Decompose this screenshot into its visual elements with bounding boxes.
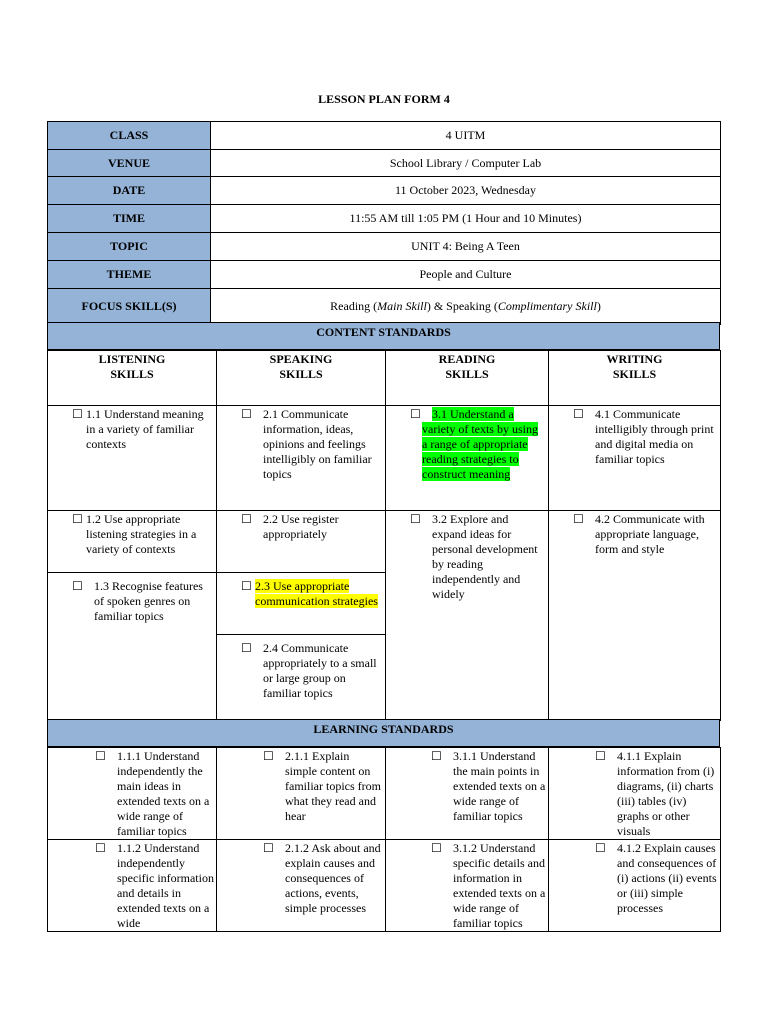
standard-item <box>410 512 540 602</box>
reading-header-line2: SKILLS <box>445 367 489 381</box>
speaking-standard-2-4: 2.4 Communicate appropriately to a small or large group on familiar topics <box>263 641 377 700</box>
standard-item <box>595 841 720 916</box>
info-row-class <box>48 122 721 150</box>
standard-item <box>95 749 214 839</box>
listening-learning-1-1-1: 1.1.1 Understand independently the main ideas in extended texts on a wide range of familiar topics <box>117 749 210 838</box>
checkbox-icon[interactable]: ☐ <box>263 749 274 763</box>
reading-cell-1 <box>386 406 549 511</box>
checkbox-icon[interactable]: ☐ <box>241 579 252 593</box>
checkbox-icon[interactable]: ☐ <box>241 641 252 655</box>
checkbox-icon[interactable]: ☐ <box>95 749 106 763</box>
listening-learning-1-1-2: 1.1.2 Understand independently specific information and details in extended texts on a wide <box>117 841 214 930</box>
time-label: TIME <box>48 205 211 233</box>
speaking-learning-2-1-2: 2.1.2 Ask about and explain causes and consequences of actions, events, simple processes <box>285 841 381 915</box>
theme-label: THEME <box>48 261 211 289</box>
focus-skill-label: FOCUS SKILL(S) <box>48 289 211 325</box>
writing-learning-4-1-1: 4.1.1 Explain information from (i) diagrams, (ii) charts (iii) tables (iv) graphs or other visuals <box>617 749 715 838</box>
speaking-learning-2-1-1: 2.1.1 Explain simple content on familiar topics from what they read and hear <box>285 749 381 823</box>
focus-skill-text-e: ) <box>596 299 601 313</box>
standard-item <box>241 512 381 542</box>
listening-header-line1: LISTENING <box>98 352 166 366</box>
theme-value: People and Culture <box>211 261 721 289</box>
checkbox-icon[interactable]: ☐ <box>410 512 421 526</box>
reading-learning-cell-1 <box>386 748 549 840</box>
learning-row-2 <box>48 840 721 932</box>
writing-learning-cell-2 <box>549 840 721 932</box>
listening-standard-1-3: 1.3 Recognise features of spoken genres on familiar topics <box>94 579 203 623</box>
writing-learning-cell-1 <box>549 748 721 840</box>
reading-learning-3-1-1: 3.1.1 Understand the main points in extended texts on a wide range of familiar topics <box>453 749 546 823</box>
checkbox-icon[interactable]: ☐ <box>595 749 606 763</box>
listening-header-line2: SKILLS <box>110 367 154 381</box>
speaking-header-line2: SKILLS <box>279 367 323 381</box>
standard-item <box>241 407 381 482</box>
standard-item <box>573 407 718 467</box>
standard-item <box>263 749 383 824</box>
speaking-header-line1: SPEAKING <box>269 352 333 366</box>
standard-item <box>573 512 718 557</box>
skills-header-row <box>48 351 721 406</box>
checkbox-icon[interactable]: ☐ <box>241 512 252 526</box>
speaking-learning-cell-1 <box>217 748 386 840</box>
speaking-standard-2-3: 2.3 Use appropriate communication strategies <box>255 579 378 608</box>
speaking-learning-cell-2 <box>217 840 386 932</box>
focus-skill-complimentary: Complimentary Skill <box>497 299 597 313</box>
writing-header-line1: WRITING <box>606 352 663 366</box>
reading-learning-3-1-2: 3.1.2 Understand specific details and information in extended texts on a wide range of familiar topics <box>453 841 546 930</box>
writing-standard-4-2: 4.2 Communicate with appropriate language, form and style <box>595 512 705 556</box>
standard-item <box>72 407 212 452</box>
checkbox-icon[interactable]: ☐ <box>573 407 584 421</box>
focus-skill-main: Main Skill <box>377 299 427 313</box>
date-value: 11 October 2023, Wednesday <box>211 177 721 205</box>
checkbox-icon[interactable]: ☐ <box>241 407 252 421</box>
info-row-theme <box>48 261 721 289</box>
speaking-cell-2 <box>217 511 386 573</box>
info-row-topic <box>48 233 721 261</box>
learning-standards-header: LEARNING STANDARDS <box>47 719 720 747</box>
learning-standards-table <box>47 747 721 932</box>
checkbox-icon[interactable]: ☐ <box>431 749 442 763</box>
speaking-cell-1 <box>217 406 386 511</box>
standard-item <box>263 841 383 916</box>
lesson-info-table <box>47 121 721 325</box>
writing-cell-2 <box>549 511 721 721</box>
venue-label: VENUE <box>48 150 211 177</box>
time-value: 11:55 AM till 1:05 PM (1 Hour and 10 Minutes) <box>211 205 721 233</box>
class-label: CLASS <box>48 122 211 150</box>
speaking-standard-2-2: 2.2 Use register appropriately <box>263 512 339 541</box>
checkbox-icon[interactable]: ☐ <box>410 407 421 421</box>
content-row-2 <box>48 511 721 573</box>
checkbox-icon[interactable]: ☐ <box>573 512 584 526</box>
focus-skill-value <box>211 289 721 325</box>
listening-cell-1 <box>48 406 217 511</box>
focus-skill-text-c: ) & Speaking ( <box>426 299 498 313</box>
checkbox-icon[interactable]: ☐ <box>595 841 606 855</box>
listening-cell-2 <box>48 511 217 573</box>
reading-skills-header <box>386 351 549 406</box>
standard-item <box>410 407 540 482</box>
speaking-standard-2-1: 2.1 Communicate information, ideas, opinions and feelings intelligibly on familiar topics <box>263 407 372 481</box>
speaking-skills-header <box>217 351 386 406</box>
learning-row-1 <box>48 748 721 840</box>
standard-item <box>595 749 720 839</box>
reading-learning-cell-2 <box>386 840 549 932</box>
reading-header-line1: READING <box>438 352 496 366</box>
reading-cell-2 <box>386 511 549 721</box>
info-row-time <box>48 205 721 233</box>
date-label: DATE <box>48 177 211 205</box>
checkbox-icon[interactable]: ☐ <box>72 579 83 593</box>
standard-item <box>431 749 546 824</box>
standard-item <box>95 841 214 931</box>
listening-standard-1-1: 1.1 Understand meaning in a variety of familiar contexts <box>86 407 204 451</box>
document-title: LESSON PLAN FORM 4 <box>318 92 450 106</box>
info-row-date <box>48 177 721 205</box>
checkbox-icon[interactable]: ☐ <box>95 841 106 855</box>
content-standards-header: CONTENT STANDARDS <box>47 322 720 350</box>
reading-standard-3-2: 3.2 Explore and expand ideas for personal development by reading independently and widely <box>432 512 538 601</box>
checkbox-icon[interactable]: ☐ <box>431 841 442 855</box>
standard-item <box>72 512 212 557</box>
checkbox-icon[interactable]: ☐ <box>72 407 83 421</box>
writing-standard-4-1: 4.1 Communicate intelligibly through print and digital media on familiar topics <box>595 407 714 466</box>
writing-skills-header <box>549 351 721 406</box>
writing-cell-1 <box>549 406 721 511</box>
writing-header-line2: SKILLS <box>612 367 657 381</box>
reading-standard-3-1: 3.1 Understand a variety of texts by using a range of appropriate reading strategies to construct meaning <box>422 407 538 481</box>
content-standards-table <box>47 350 721 721</box>
writing-learning-4-1-2: 4.1.2 Explain causes and consequences of (i) actions (ii) events or (iii) simple processes <box>617 841 717 915</box>
listening-learning-cell-1 <box>48 748 217 840</box>
standard-item <box>72 579 212 624</box>
standard-item <box>241 641 383 701</box>
topic-label: TOPIC <box>48 233 211 261</box>
listening-cell-3 <box>48 573 217 721</box>
listening-learning-cell-2 <box>48 840 217 932</box>
checkbox-icon[interactable]: ☐ <box>72 512 83 526</box>
speaking-cell-3 <box>217 573 386 635</box>
info-row-focus-skill <box>48 289 721 325</box>
listening-standard-1-2: 1.2 Use appropriate listening strategies in a variety of contexts <box>86 512 197 556</box>
checkbox-icon[interactable]: ☐ <box>263 841 274 855</box>
listening-skills-header <box>48 351 217 406</box>
standard-item <box>241 579 381 609</box>
class-value: 4 UITM <box>211 122 721 150</box>
info-row-venue <box>48 150 721 177</box>
content-row-1 <box>48 406 721 511</box>
topic-value: UNIT 4: Being A Teen <box>211 233 721 261</box>
focus-skill-text-a: Reading ( <box>330 299 378 313</box>
speaking-cell-4 <box>217 635 386 721</box>
standard-item <box>431 841 546 931</box>
venue-value: School Library / Computer Lab <box>211 150 721 177</box>
